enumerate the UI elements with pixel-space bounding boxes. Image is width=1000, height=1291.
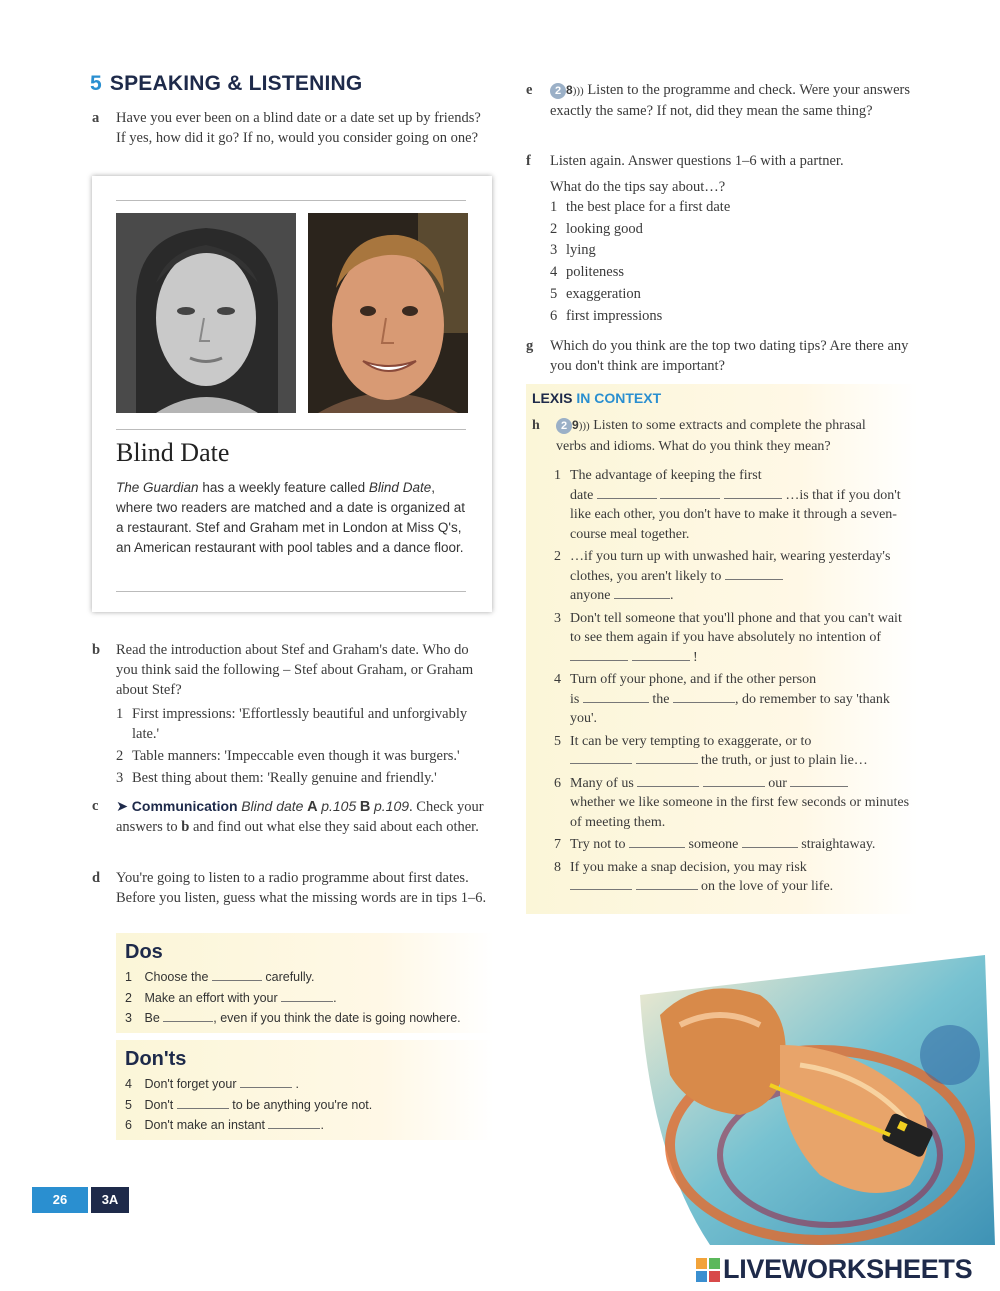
page-ref-b: p.109: [373, 798, 410, 814]
question-text-part: . Check your answers to: [116, 799, 484, 835]
lexis-label-accent: IN CONTEXT: [576, 390, 662, 406]
item-number: 5: [554, 733, 561, 749]
article-text: , where two readers are matched and a date is organized at a restaurant. Stef and Graham met in London at Miss Q's, an American restaurant with pool tables and a dance floor.: [116, 480, 465, 555]
text-part: our: [768, 775, 787, 791]
item-text: Be: [144, 1011, 160, 1025]
item-number: 3: [554, 610, 561, 626]
question-label: c: [92, 798, 99, 814]
blank-line: [163, 1009, 213, 1022]
blank-line: [637, 774, 699, 787]
list-item: [550, 284, 926, 306]
item-number: 1: [554, 468, 561, 483]
question-text: Listen again. Answer questions 1–6 with a partner.: [550, 153, 844, 169]
question-text-part: and find out what else they said about each other.: [192, 819, 479, 835]
list-item: [125, 988, 461, 1009]
text-part: Don't tell someone that you'll phone and that you can't wait to see them again if you have absolutely no intention of: [570, 610, 902, 645]
blank-line: [725, 567, 783, 580]
question-text-part: Listen to some extracts and complete the phrasal verbs and idioms. What do you think they mean?: [556, 418, 866, 454]
text-part: .: [669, 588, 674, 603]
student-b: B: [359, 799, 371, 815]
list-item: [554, 547, 916, 606]
blank-line: [268, 1116, 320, 1129]
student-a: A: [307, 799, 318, 815]
question-text: [116, 796, 492, 837]
item-text: [570, 547, 916, 606]
item-text: [570, 609, 916, 668]
audio-icon: ))): [578, 420, 590, 432]
article-text: has a weekly feature called: [198, 480, 369, 495]
donts-title: Don'ts: [125, 1048, 187, 1070]
list-item: [554, 858, 916, 897]
text-part: whether we like someone in the first few seconds or minutes of meeting them.: [570, 795, 910, 830]
audio-icon: ))): [572, 85, 584, 97]
question-b: [92, 640, 492, 790]
blank-line: [281, 989, 333, 1002]
list-item: [550, 262, 926, 284]
item-text: Table manners: 'Impeccable even though it was burgers.': [132, 748, 460, 764]
brand-name: LIVEWORKSHEETS: [723, 1254, 973, 1284]
photo-man: [308, 213, 468, 413]
item-number: 4: [550, 264, 558, 281]
article-feature: Blind Date: [368, 480, 432, 495]
blank-line: [240, 1075, 292, 1088]
item-number: 6: [554, 775, 561, 791]
item-number: 5: [125, 1097, 132, 1112]
text-part: Many of us: [570, 775, 634, 791]
lexis-label: LEXIS: [532, 390, 573, 406]
list-item: [554, 774, 916, 833]
cd-icon: 2: [556, 418, 572, 434]
item-text: politeness: [566, 264, 624, 281]
list-item: [125, 1115, 372, 1136]
grid-icon: [696, 1258, 720, 1282]
item-text: [570, 466, 916, 544]
question-text: [550, 80, 926, 121]
item-text: Make an effort with your: [144, 990, 278, 1005]
blank-line: [673, 690, 735, 703]
blank-line: [177, 1096, 229, 1109]
question-h: [532, 416, 916, 900]
question-label: e: [526, 82, 533, 98]
item-number: 1: [125, 970, 132, 984]
text-part: is: [570, 691, 580, 707]
text-part: the truth, or just to plain lie…: [701, 753, 868, 768]
item-number: 2: [550, 220, 558, 237]
question-d: [92, 868, 492, 908]
question-label: a: [92, 110, 100, 126]
blank-line: [632, 648, 690, 661]
item-number: 2: [116, 748, 124, 764]
lexis-box: [526, 384, 918, 914]
text-part: …is that if you don't like each other, you don't have to make it through a seven-course meal together.: [570, 487, 901, 542]
blank-line: [570, 751, 632, 764]
blank-line: [597, 486, 657, 499]
question-a: [92, 108, 492, 148]
article-body: [116, 478, 468, 558]
list-item: [125, 967, 461, 988]
item-text: lying: [566, 242, 596, 259]
text-part: !: [693, 649, 698, 665]
list-item: [554, 466, 916, 544]
text-part: It can be very tempting to exaggerate, or to: [570, 733, 812, 749]
list-item: [554, 670, 916, 729]
question-text: Which do you think are the top two dating tips? Are there any you don't think are important?: [550, 338, 909, 374]
blank-line: [570, 648, 628, 661]
list-item: [550, 197, 926, 219]
list-item: [554, 732, 916, 771]
divider: [116, 429, 466, 430]
blank-line: [742, 835, 798, 848]
item-number: 3: [125, 1011, 132, 1025]
article-title: Blind Date: [116, 438, 230, 467]
blank-line: [583, 690, 649, 703]
track-number: 9: [572, 418, 579, 432]
question-label: g: [526, 338, 534, 354]
blank-line: [614, 586, 670, 599]
article-card: [92, 176, 492, 612]
extract-list: [532, 466, 916, 897]
photo-woman: [116, 213, 296, 413]
page-number: 26: [32, 1187, 88, 1213]
blank-line: [636, 877, 698, 890]
item-text: .: [333, 990, 337, 1005]
item-number: 2: [554, 549, 561, 564]
blank-line: [724, 486, 782, 499]
lexis-heading: [532, 390, 661, 406]
topic-list: [526, 197, 926, 327]
text-part: , do remember to say 'thank you'.: [570, 691, 890, 726]
item-text: [570, 732, 916, 771]
item-number: 4: [125, 1077, 132, 1091]
question-subtext: What do the tips say about…?: [550, 179, 726, 195]
blank-line: [703, 774, 765, 787]
item-text: looking good: [566, 220, 643, 237]
question-label: h: [532, 418, 540, 433]
cd-icon: 2: [550, 83, 566, 99]
dos-box: [116, 933, 494, 1033]
list-item: [125, 1008, 461, 1029]
item-text: Best thing about them: 'Really genuine and friendly.': [132, 770, 437, 786]
blank-line: [636, 751, 698, 764]
list-item: [125, 1074, 372, 1095]
item-number: 1: [550, 199, 558, 215]
item-number: 8: [554, 859, 561, 875]
item-text: [570, 858, 916, 897]
text-part: on the love of your life.: [701, 879, 834, 894]
text-part: date: [570, 487, 594, 503]
brand-logo: [696, 1254, 972, 1285]
article-source: The Guardian: [116, 480, 199, 495]
item-text: , even if you think the date is going nowhere.: [213, 1011, 461, 1025]
blank-line: [660, 486, 720, 499]
item-text: .: [320, 1118, 324, 1132]
blank-line: [570, 877, 632, 890]
page-footer: [32, 1187, 129, 1213]
question-text-part: Listen to the programme and check. Were your answers exactly the same? If not, did they mean the same thing?: [550, 82, 911, 119]
blank-line: [212, 968, 262, 981]
item-number: 3: [550, 242, 558, 259]
question-label: d: [92, 870, 101, 886]
item-number: 1: [116, 706, 124, 722]
item-number: 3: [116, 770, 124, 786]
item-text: exaggeration: [566, 285, 641, 302]
question-c: [92, 796, 492, 837]
item-text: [570, 835, 875, 855]
list-item: [550, 219, 926, 241]
quote-list: [92, 704, 492, 788]
text-part: someone: [688, 837, 739, 852]
communication-label: Communication: [131, 798, 238, 814]
item-text: to be anything you're not.: [232, 1097, 373, 1112]
question-e: [526, 80, 926, 121]
activity-name: Blind date: [241, 798, 304, 814]
item-text: Choose the: [144, 970, 209, 984]
text-part: anyone: [570, 588, 611, 603]
item-number: 4: [554, 672, 561, 687]
text-part: …if you turn up with unwashed hair, wearing yesterday's clothes, you aren't likely to: [570, 549, 891, 584]
question-text: Read the introduction about Stef and Graham's date. Who do you think said the following – Stef about Graham, or Graham about Stef?: [116, 642, 474, 698]
item-text: First impressions: 'Effortlessly beautiful and unforgivably late.': [132, 706, 468, 742]
list-item: [554, 609, 916, 668]
item-text: the best place for a first date: [566, 199, 731, 215]
text-part: straightaway.: [801, 837, 876, 852]
question-text: You're going to listen to a radio programme about first dates. Before you listen, guess what the missing words are in tips 1–6.: [116, 870, 487, 906]
item-number: 6: [550, 307, 558, 324]
item-number: 5: [550, 285, 558, 302]
question-f: [526, 151, 926, 327]
item-text: Don't forget your: [144, 1077, 237, 1091]
item-text: Don't: [144, 1097, 174, 1112]
question-text: Have you ever been on a blind date or a date set up by friends? If yes, how did it go? If no, would you consider going on one?: [116, 110, 481, 146]
item-text: .: [295, 1077, 299, 1091]
item-text: carefully.: [265, 970, 315, 984]
item-text: first impressions: [566, 307, 663, 324]
dos-list: [125, 967, 461, 1029]
list-item: [554, 835, 916, 855]
question-ref: b: [181, 819, 190, 835]
divider: [116, 591, 466, 592]
item-text: [570, 774, 916, 833]
list-item: [550, 240, 926, 262]
unit-label: 3A: [91, 1187, 129, 1213]
question-label: f: [526, 153, 531, 169]
dos-title: Dos: [125, 941, 163, 963]
donts-list: [125, 1074, 372, 1136]
list-item: [116, 704, 492, 744]
blank-line: [790, 774, 848, 787]
text-part: If you make a snap decision, you may risk: [570, 859, 807, 875]
section-title: SPEAKING & LISTENING: [109, 72, 363, 95]
list-item: [116, 746, 492, 766]
question-label: b: [92, 642, 101, 658]
track-number: 8: [566, 83, 573, 97]
hand-illustration: [620, 955, 995, 1245]
question-text: [556, 416, 876, 456]
text-part: Try not to: [570, 837, 626, 852]
item-number: 2: [125, 990, 132, 1005]
item-number: 6: [125, 1118, 132, 1132]
text-part: the: [652, 691, 670, 707]
item-text: Don't make an instant: [144, 1118, 265, 1132]
arrow-icon: ➤: [116, 799, 129, 815]
list-item: [125, 1095, 372, 1116]
donts-box: [116, 1040, 494, 1140]
text-part: The advantage of keeping the first: [570, 468, 762, 483]
list-item: [550, 306, 926, 328]
text-part: Turn off your phone, and if the other person: [570, 672, 817, 687]
page-ref-a: p.105: [321, 798, 357, 814]
item-text: [570, 670, 916, 729]
divider: [116, 200, 466, 201]
blank-line: [629, 835, 685, 848]
item-number: 7: [554, 837, 561, 852]
section-heading: [90, 72, 362, 96]
section-number: 5: [90, 72, 102, 95]
question-g: [526, 336, 926, 376]
list-item: [116, 768, 492, 788]
